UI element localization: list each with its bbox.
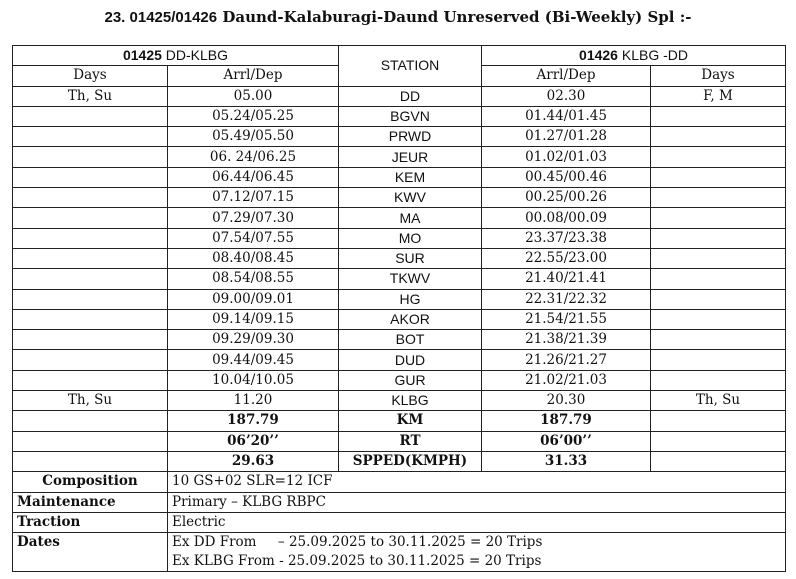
- time-left-cell: 07.12/07.15: [168, 188, 339, 208]
- table-row: [13, 208, 786, 228]
- traction-value: Electric: [168, 512, 786, 532]
- dates-row: [13, 533, 786, 572]
- station-cell: SUR: [339, 248, 482, 268]
- time-left-cell: 09.00/09.01: [168, 289, 339, 309]
- table-row: [13, 147, 786, 167]
- station-cell: BOT: [339, 330, 482, 350]
- table-row: [13, 391, 786, 411]
- summary-right-value: 06’00’’: [482, 431, 651, 451]
- page-title: [0, 8, 796, 26]
- title-text: Daund-Kalaburagi-Daund Unreserved (Bi-Weekly) Spl :-: [222, 8, 692, 26]
- days-left-cell: [13, 269, 168, 289]
- table-row: [13, 106, 786, 126]
- time-left-cell: 10.04/10.05: [168, 370, 339, 390]
- time-right-cell: 23.37/23.38: [482, 228, 651, 248]
- station-cell: DUD: [339, 350, 482, 370]
- days-right-cell: [651, 309, 786, 329]
- header-row-1: [13, 46, 786, 66]
- summary-row: [13, 411, 786, 431]
- table-row: [13, 228, 786, 248]
- summary-blank-right: [651, 411, 786, 431]
- days-right-cell: [651, 208, 786, 228]
- days-right-cell: [651, 289, 786, 309]
- time-right-cell: 00.08/00.09: [482, 208, 651, 228]
- table-row: [13, 167, 786, 187]
- days-left-cell: [13, 370, 168, 390]
- time-left-cell: 07.54/07.55: [168, 228, 339, 248]
- summary-left-value: 187.79: [168, 411, 339, 431]
- summary-blank-right: [651, 451, 786, 471]
- summary-blank-right: [651, 431, 786, 451]
- days-header-right: Days: [651, 66, 786, 86]
- composition-row: [13, 472, 786, 492]
- left-train-route: DD-KLBG: [165, 47, 229, 64]
- time-right-cell: 01.02/01.03: [482, 147, 651, 167]
- title-number: 23. 01425/01426: [104, 9, 218, 26]
- summary-label: KM: [339, 411, 482, 431]
- dates-line-1: Ex DD From – 25.09.2025 to 30.11.2025 = 20 Trips: [172, 534, 543, 551]
- time-left-cell: 08.40/08.45: [168, 248, 339, 268]
- table-row: [13, 370, 786, 390]
- station-cell: DD: [339, 86, 482, 106]
- days-left-cell: [13, 289, 168, 309]
- station-cell: MO: [339, 228, 482, 248]
- summary-blank-left: [13, 411, 168, 431]
- station-cell: JEUR: [339, 147, 482, 167]
- time-left-cell: 11.20: [168, 391, 339, 411]
- time-left-cell: 05.49/05.50: [168, 127, 339, 147]
- table-row: [13, 86, 786, 106]
- days-right-cell: [651, 188, 786, 208]
- summary-right-value: 187.79: [482, 411, 651, 431]
- station-cell: PRWD: [339, 127, 482, 147]
- station-cell: AKOR: [339, 309, 482, 329]
- station-header: STATION: [339, 46, 482, 87]
- days-right-cell: [651, 147, 786, 167]
- summary-left-value: 29.63: [168, 451, 339, 471]
- time-right-cell: 21.02/21.03: [482, 370, 651, 390]
- table-row: [13, 330, 786, 350]
- time-left-cell: 05.24/05.25: [168, 106, 339, 126]
- table-row: [13, 188, 786, 208]
- time-right-cell: 21.54/21.55: [482, 309, 651, 329]
- time-left-cell: 06. 24/06.25: [168, 147, 339, 167]
- days-right-cell: [651, 330, 786, 350]
- summary-blank-left: [13, 451, 168, 471]
- table-row: [13, 350, 786, 370]
- left-train-header: [13, 46, 339, 66]
- time-left-cell: 07.29/07.30: [168, 208, 339, 228]
- days-right-cell: [651, 370, 786, 390]
- days-left-cell: Th, Su: [13, 86, 168, 106]
- timetable: [12, 45, 786, 572]
- table-row: [13, 248, 786, 268]
- dates-line-2: Ex KLBG From - 25.09.2025 to 30.11.2025 = 20 Trips: [172, 553, 542, 570]
- composition-value: 10 GS+02 SLR=12 ICF: [168, 472, 786, 492]
- station-cell: HG: [339, 289, 482, 309]
- summary-blank-left: [13, 431, 168, 451]
- dates-label: Dates: [13, 533, 168, 572]
- time-left-cell: 08.54/08.55: [168, 269, 339, 289]
- time-left-cell: 06.44/06.45: [168, 167, 339, 187]
- time-right-cell: 01.27/01.28: [482, 127, 651, 147]
- station-cell: TKWV: [339, 269, 482, 289]
- maintenance-value: Primary – KLBG RBPC: [168, 492, 786, 512]
- time-right-cell: 21.38/21.39: [482, 330, 651, 350]
- days-left-cell: [13, 248, 168, 268]
- time-right-cell: 21.40/21.41: [482, 269, 651, 289]
- days-right-cell: [651, 269, 786, 289]
- days-right-cell: [651, 248, 786, 268]
- station-cell: KEM: [339, 167, 482, 187]
- time-left-cell: 09.29/09.30: [168, 330, 339, 350]
- summary-row: [13, 451, 786, 471]
- time-right-cell: 20.30: [482, 391, 651, 411]
- time-left-cell: 09.44/09.45: [168, 350, 339, 370]
- summary-row: [13, 431, 786, 451]
- station-cell: KWV: [339, 188, 482, 208]
- days-left-cell: [13, 350, 168, 370]
- days-right-cell: [651, 350, 786, 370]
- days-left-cell: [13, 167, 168, 187]
- arr-dep-header-right: Arrl/Dep: [482, 66, 651, 86]
- days-right-cell: [651, 228, 786, 248]
- station-cell: BGVN: [339, 106, 482, 126]
- time-right-cell: 00.25/00.26: [482, 188, 651, 208]
- days-left-cell: [13, 309, 168, 329]
- station-cell: KLBG: [339, 391, 482, 411]
- days-left-cell: [13, 228, 168, 248]
- maintenance-row: [13, 492, 786, 512]
- table-row: [13, 127, 786, 147]
- days-left-cell: [13, 208, 168, 228]
- summary-label: SPPED(KMPH): [339, 451, 482, 471]
- time-right-cell: 00.45/00.46: [482, 167, 651, 187]
- time-right-cell: 21.26/21.27: [482, 350, 651, 370]
- time-right-cell: 22.55/23.00: [482, 248, 651, 268]
- time-left-cell: 05.00: [168, 86, 339, 106]
- days-right-cell: Th, Su: [651, 391, 786, 411]
- time-right-cell: 02.30: [482, 86, 651, 106]
- days-right-cell: F, M: [651, 86, 786, 106]
- maintenance-label: Maintenance: [13, 492, 168, 512]
- traction-row: [13, 512, 786, 532]
- station-cell: MA: [339, 208, 482, 228]
- days-left-cell: [13, 330, 168, 350]
- days-left-cell: [13, 106, 168, 126]
- dates-value: [168, 533, 786, 572]
- arr-dep-header-left: Arrl/Dep: [168, 66, 339, 86]
- right-train-header: [482, 46, 786, 66]
- time-left-cell: 09.14/09.15: [168, 309, 339, 329]
- summary-right-value: 31.33: [482, 451, 651, 471]
- days-left-cell: [13, 188, 168, 208]
- composition-label: Composition: [13, 472, 168, 492]
- traction-label: Traction: [13, 512, 168, 532]
- days-left-cell: Th, Su: [13, 391, 168, 411]
- right-train-number: 01426: [579, 47, 618, 64]
- right-train-route: KLBG -DD: [621, 47, 688, 64]
- station-cell: GUR: [339, 370, 482, 390]
- summary-left-value: 06’20’’: [168, 431, 339, 451]
- table-row: [13, 309, 786, 329]
- days-header-left: Days: [13, 66, 168, 86]
- summary-label: RT: [339, 431, 482, 451]
- table-row: [13, 269, 786, 289]
- days-right-cell: [651, 106, 786, 126]
- days-right-cell: [651, 167, 786, 187]
- table-row: [13, 289, 786, 309]
- days-right-cell: [651, 127, 786, 147]
- days-left-cell: [13, 127, 168, 147]
- time-right-cell: 22.31/22.32: [482, 289, 651, 309]
- days-left-cell: [13, 147, 168, 167]
- time-right-cell: 01.44/01.45: [482, 106, 651, 126]
- left-train-number: 01425: [122, 47, 162, 64]
